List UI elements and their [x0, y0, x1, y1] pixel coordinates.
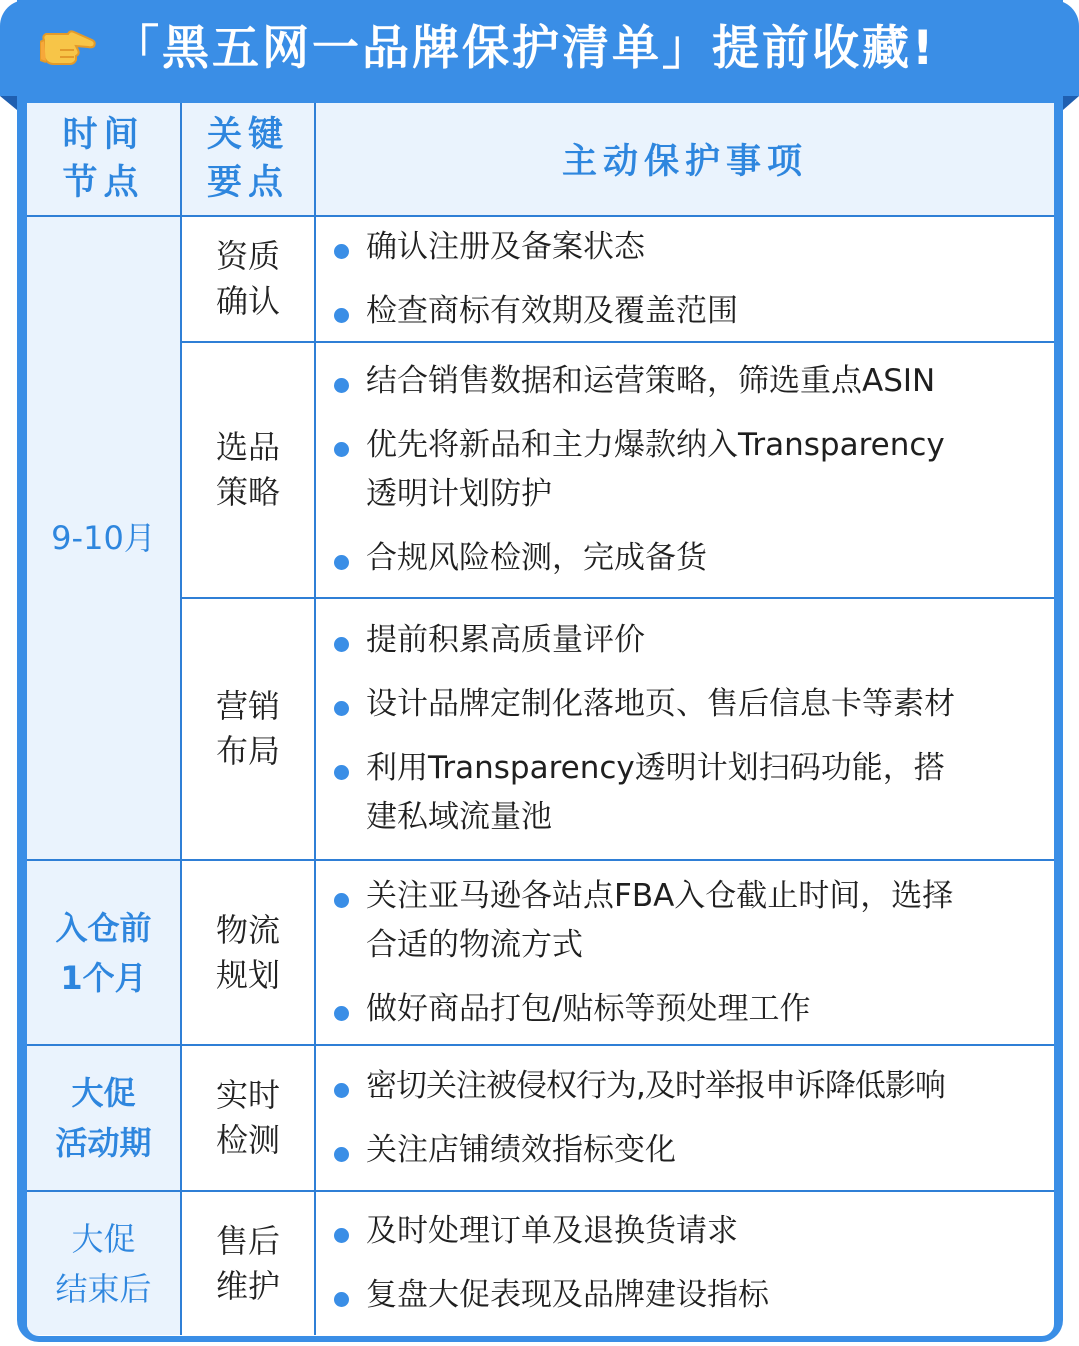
key-line: 策略	[215, 473, 280, 511]
table-row	[27, 1045, 1054, 1191]
table-row	[27, 216, 1054, 342]
key-line: 确认	[215, 282, 280, 320]
list-item	[332, 421, 1044, 519]
list-item: 做好商品打包/贴标等预处理工作	[332, 985, 1044, 1034]
header-time-line2: 节点	[62, 163, 145, 203]
list-item: 确认注册及备案状态	[332, 223, 1044, 272]
banner-title: 「黑五网一品牌保护清单」提前收藏!	[112, 21, 937, 76]
list-item: 设计品牌定制化落地页、售后信息卡等素材	[332, 680, 1044, 729]
time-line: 大促	[71, 1074, 136, 1112]
list-item: 提前积累高质量评价	[332, 616, 1044, 665]
key-cell-after-sales	[181, 1191, 315, 1335]
list-item-line: 关注亚马逊各站点FBA入仓截止时间，选择 合适的物流方式	[366, 877, 954, 963]
key-line: 布局	[215, 732, 280, 770]
key-line: 实时	[215, 1076, 280, 1114]
key-line: 检测	[215, 1121, 280, 1159]
list-item: 关注店铺绩效指标变化	[332, 1126, 1044, 1175]
header-protection-items: 主动保护事项	[315, 103, 1054, 216]
action-cell	[315, 598, 1054, 860]
time-line: 大促	[71, 1219, 136, 1258]
protection-checklist-table	[27, 103, 1054, 1336]
key-line: 资质	[215, 237, 280, 275]
list-item: 复盘大促表现及品牌建设指标	[332, 1271, 1044, 1320]
banner-fold-right	[1063, 96, 1079, 110]
action-cell	[315, 1045, 1054, 1191]
key-cell-product-selection	[181, 342, 315, 598]
list-item: 结合销售数据和运营策略，筛选重点ASIN	[332, 357, 1044, 406]
key-line: 选品	[215, 428, 280, 466]
list-item: 检查商标有效期及覆盖范围	[332, 287, 1044, 336]
key-line: 售后	[215, 1221, 280, 1260]
header-key-line2: 要点	[206, 163, 289, 203]
list-item-line: 优先将新品和主力爆款纳入Transparency 透明计划防护	[366, 427, 945, 512]
header-key-points	[181, 103, 315, 216]
table-row	[27, 598, 1054, 860]
time-cell-after-promotion	[27, 1191, 181, 1335]
action-cell	[315, 860, 1054, 1045]
key-line: 物流	[215, 910, 280, 949]
action-cell	[315, 1191, 1054, 1335]
time-cell-before-warehouse	[27, 860, 181, 1045]
time-line: 结束后	[55, 1269, 152, 1308]
key-cell-logistics	[181, 860, 315, 1045]
table-header-row	[27, 103, 1054, 216]
time-line: 入仓前	[55, 908, 152, 947]
list-item: 合规风险检测，完成备货	[332, 534, 1044, 583]
key-cell-realtime-monitoring	[181, 1045, 315, 1191]
list-item: 密切关注被侵权行为,及时举报申诉降低影响	[332, 1062, 1044, 1111]
banner-fold-left	[0, 96, 17, 110]
list-item	[332, 744, 1044, 842]
action-cell	[315, 342, 1054, 598]
time-line: 1个月	[60, 958, 147, 997]
action-cell	[315, 216, 1054, 342]
key-cell-qualification	[181, 216, 315, 342]
time-cell-promotion-period	[27, 1045, 181, 1191]
time-cell-sep-oct: 9-10月	[27, 216, 181, 860]
list-item-line: 利用Transparency透明计划扫码功能，搭 建私域流量池	[366, 750, 945, 835]
table-row	[27, 1191, 1054, 1335]
list-item	[332, 872, 1044, 970]
key-cell-marketing	[181, 598, 315, 860]
header-time-node	[27, 103, 181, 216]
pointing-hand-icon	[40, 26, 98, 70]
header-key-line1: 关键	[206, 115, 289, 155]
list-item: 及时处理订单及退换货请求	[332, 1207, 1044, 1256]
key-line: 营销	[215, 687, 280, 725]
key-line: 维护	[215, 1266, 280, 1305]
time-line: 活动期	[55, 1124, 152, 1162]
table-row	[27, 342, 1054, 598]
header-time-line1: 时间	[62, 115, 145, 155]
table-row	[27, 860, 1054, 1045]
key-line: 规划	[215, 955, 280, 994]
